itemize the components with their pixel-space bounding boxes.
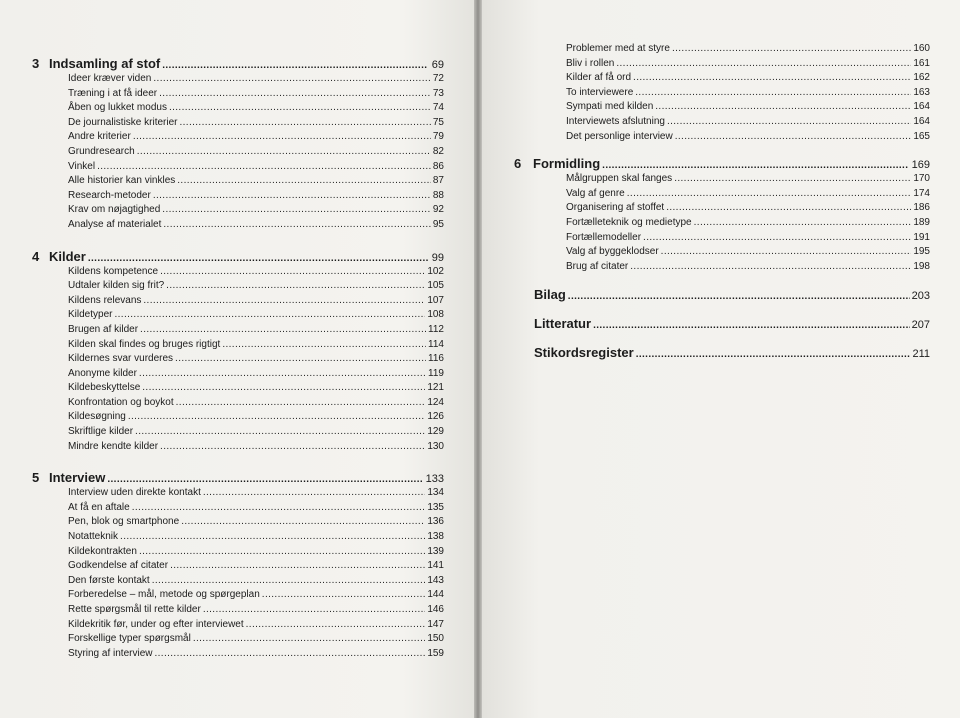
section-page-number: 160: [913, 43, 930, 54]
section-title: Det personlige interview: [566, 130, 673, 142]
right-page: [482, 0, 960, 718]
dot-leader: [152, 575, 426, 586]
toc-section-entry: [32, 117, 444, 132]
toc-section-entry: [32, 280, 444, 295]
section-title: Kildesøgning: [68, 411, 126, 423]
dot-leader: [568, 291, 910, 302]
section-page-number: 159: [427, 647, 444, 659]
section-title: Krav om nøjagtighed: [68, 204, 161, 216]
chapter-number: 4: [32, 248, 40, 264]
section-title: Bliv i rollen: [566, 57, 615, 69]
section-page-number: 147: [427, 618, 444, 630]
toc-section-entry: [32, 502, 444, 517]
left-page: [0, 0, 474, 718]
dot-leader: [630, 261, 911, 272]
dot-leader: [181, 516, 425, 527]
chapter-number: 6: [514, 156, 522, 172]
dot-leader: [97, 161, 431, 172]
toc-continued-sections: [514, 43, 930, 145]
toc-section-entry: [32, 575, 444, 590]
toc-section-entry: [32, 604, 444, 619]
dot-leader: [674, 173, 911, 184]
toc-section-entry: [514, 217, 930, 232]
section-page-number: 74: [432, 102, 444, 114]
dot-leader: [143, 295, 425, 306]
dot-leader: [176, 397, 426, 408]
section-page-number: 105: [427, 280, 444, 292]
section-page-number: 164: [913, 115, 930, 127]
section-title: Målgruppen skal fanges: [566, 173, 673, 185]
section-title: Den første kontakt: [68, 574, 150, 586]
section-page-number: 73: [432, 87, 444, 99]
chapter-page-number: 99: [431, 251, 444, 264]
section-title: Interviewets afslutning: [566, 115, 665, 127]
toc-chapter: [32, 249, 444, 456]
toc-section-entry: [32, 426, 444, 441]
chapter-title: Formidling: [533, 156, 601, 172]
dot-leader: [139, 546, 425, 557]
toc-section-entry: [32, 411, 444, 426]
section-page-number: 79: [432, 131, 444, 143]
toc-chapter: [32, 470, 444, 662]
section-title: Valg af genre: [566, 187, 625, 199]
back-matter-title: Stikordsregister: [534, 345, 634, 361]
section-title: Rette spørgsmål til rette kilder: [68, 604, 201, 615]
section-page-number: 130: [427, 440, 444, 452]
section-page-number: 136: [427, 516, 444, 528]
toc-section-entry: [514, 261, 930, 276]
section-title: Pen, blok og smartphone: [68, 516, 180, 528]
dot-leader: [133, 131, 431, 142]
dot-leader: [142, 382, 425, 393]
dot-leader: [193, 633, 426, 644]
toc-section-entry: [514, 87, 930, 102]
toc-left: [32, 56, 444, 677]
toc-section-entry: [32, 648, 444, 663]
toc-section-entry: [514, 202, 930, 217]
chapter-page-number: 133: [425, 473, 444, 486]
section-page-number: 162: [913, 72, 930, 84]
section-title: Kilden skal findes og bruges rigtigt: [68, 338, 221, 350]
toc-section-entry: [32, 382, 444, 397]
dot-leader: [170, 560, 425, 571]
section-title: Sympati med kilden: [566, 101, 654, 113]
toc-section-entry: [32, 397, 444, 412]
section-title: Åben og lukket modus: [68, 102, 167, 114]
toc-section-entry: [32, 633, 444, 648]
dot-leader: [203, 604, 425, 615]
section-title: Brugen af kilder: [68, 323, 139, 335]
dot-leader: [177, 175, 431, 186]
toc-section-entry: [32, 516, 444, 531]
dot-leader: [120, 531, 425, 542]
dot-leader: [246, 619, 426, 630]
section-page-number: 144: [427, 589, 444, 601]
toc-back-matter-entry: [514, 287, 930, 304]
toc-section-entry: [514, 43, 930, 58]
toc-section-entry: [32, 441, 444, 456]
section-page-number: 75: [432, 116, 444, 128]
dot-leader: [114, 309, 425, 320]
toc-section-entry: [32, 266, 444, 281]
toc-section-entry: [32, 204, 444, 219]
section-page-number: 112: [428, 323, 444, 335]
section-page-number: 143: [427, 574, 444, 586]
chapter-number: 5: [32, 470, 40, 486]
dot-leader: [694, 217, 912, 228]
section-title: Kilder af få ord: [566, 72, 632, 84]
toc-section-entry: [514, 116, 930, 131]
dot-leader: [633, 72, 911, 83]
dot-leader: [154, 648, 425, 659]
toc-section-entry: [32, 190, 444, 205]
section-title: Kildekritik før, under og efter interviewet: [68, 618, 244, 630]
toc-section-entry: [32, 309, 444, 324]
section-title: At få en aftale: [68, 501, 130, 513]
section-title: Skriftlige kilder: [68, 426, 134, 438]
section-title: Brug af citater: [566, 260, 629, 272]
toc-section-entry: [32, 546, 444, 561]
dot-leader: [162, 204, 431, 215]
section-page-number: 87: [432, 175, 444, 187]
section-page-number: 107: [427, 294, 444, 306]
section-page-number: 161: [913, 57, 930, 69]
toc-section-entry: [32, 146, 444, 161]
section-title: Træning i at få ideer: [68, 87, 158, 99]
toc-section-entry: [514, 188, 930, 203]
section-page-number: 121: [427, 382, 444, 394]
dot-leader: [593, 320, 910, 331]
dot-leader: [166, 280, 425, 291]
dot-leader: [655, 101, 911, 112]
dot-leader: [153, 190, 431, 201]
section-title: Kildetyper: [68, 309, 113, 321]
book-gutter: [474, 0, 482, 718]
section-title: To interviewere: [566, 86, 634, 98]
dot-leader: [203, 487, 425, 498]
section-page-number: 165: [913, 130, 930, 142]
section-title: Udtaler kilden sig frit?: [68, 280, 165, 292]
section-page-number: 139: [427, 545, 444, 557]
dot-leader: [107, 474, 421, 485]
toc-section-entry: [514, 173, 930, 188]
toc-section-entry: [32, 339, 444, 354]
section-page-number: 126: [427, 411, 444, 423]
dot-leader: [163, 219, 430, 230]
section-page-number: 88: [432, 189, 444, 201]
dot-leader: [675, 131, 912, 142]
section-page-number: 189: [913, 216, 930, 228]
section-page-number: 82: [432, 145, 444, 157]
chapter-number: 3: [32, 56, 40, 71]
section-page-number: 134: [427, 487, 444, 499]
section-title: Interview uden direkte kontakt: [68, 487, 201, 499]
section-title: Anonyme kilder: [68, 367, 137, 379]
toc-section-entry: [32, 219, 444, 234]
section-page-number: 86: [432, 160, 444, 172]
back-matter-title: Litteratur: [534, 316, 592, 332]
toc-chapter: [514, 156, 930, 275]
back-matter-page-number: 211: [912, 348, 930, 361]
dot-leader: [153, 73, 431, 84]
section-title: Grundresearch: [68, 145, 135, 157]
section-title: Konfrontation og boykot: [68, 396, 174, 408]
back-matter-title: Bilag: [534, 287, 566, 303]
section-page-number: 108: [427, 309, 444, 321]
dot-leader: [175, 353, 426, 364]
dot-leader: [88, 253, 428, 264]
section-page-number: 72: [432, 73, 444, 84]
section-title: Research-metoder: [68, 189, 151, 201]
dot-leader: [179, 117, 430, 128]
section-page-number: 150: [427, 633, 444, 645]
section-page-number: 195: [913, 246, 930, 258]
section-title: De journalistiske kriterier: [68, 116, 178, 128]
section-title: Analyse af materialet: [68, 218, 162, 230]
toc-section-entry: [32, 161, 444, 176]
section-page-number: 141: [427, 560, 444, 572]
section-title: Kildebeskyttelse: [68, 382, 141, 394]
chapter-page-number: 169: [911, 159, 930, 172]
section-title: Problemer med at styre: [566, 43, 670, 54]
section-page-number: 116: [428, 353, 444, 365]
toc-chapter-heading: [32, 249, 444, 266]
dot-leader: [140, 324, 426, 335]
toc-section-entry: [32, 368, 444, 383]
toc-back-matter-entry: [514, 345, 930, 362]
dot-leader: [667, 116, 911, 127]
toc-section-entry: [32, 88, 444, 103]
toc-section-entry: [514, 101, 930, 116]
section-title: Kildekontrakten: [68, 545, 137, 557]
section-title: Notatteknik: [68, 531, 119, 543]
toc-section-entry: [514, 246, 930, 261]
section-page-number: 92: [432, 204, 444, 216]
section-title: Alle historier kan vinkles: [68, 175, 176, 187]
section-title: Forberedelse – mål, metode og spørgeplan: [68, 589, 260, 601]
dot-leader: [661, 246, 912, 257]
dot-leader: [627, 188, 912, 199]
dot-leader: [262, 589, 426, 600]
section-page-number: 174: [913, 187, 930, 199]
dot-leader: [635, 87, 911, 98]
toc-chapter-heading: [514, 156, 930, 173]
section-title: Fortælleteknik og medietype: [566, 216, 692, 228]
toc-section-entry: [514, 131, 930, 146]
chapter-title: Indsamling af stof: [49, 56, 161, 71]
toc-right: [514, 43, 930, 362]
dot-leader: [132, 502, 426, 513]
chapter-title: Interview: [49, 470, 106, 486]
section-page-number: 95: [432, 218, 444, 230]
section-title: Godkendelse af citater: [68, 560, 169, 572]
toc-section-entry: [32, 531, 444, 546]
toc-section-entry: [32, 131, 444, 146]
section-title: Mindre kendte kilder: [68, 440, 159, 452]
back-matter-page-number: 207: [911, 319, 930, 332]
chapter-title: Kilder: [49, 248, 86, 264]
section-title: Valg af byggeklodser: [566, 246, 659, 258]
dot-leader: [616, 58, 911, 69]
section-title: Vinkel: [68, 160, 96, 172]
toc-section-entry: [32, 175, 444, 190]
dot-leader: [222, 339, 426, 350]
dot-leader: [160, 441, 425, 452]
dot-leader: [602, 160, 907, 171]
toc-section-entry: [32, 102, 444, 117]
toc-section-entry: [32, 589, 444, 604]
dot-leader: [636, 349, 911, 360]
dot-leader: [169, 102, 431, 113]
section-page-number: 146: [427, 604, 444, 615]
section-page-number: 170: [913, 173, 930, 185]
section-page-number: 163: [913, 86, 930, 98]
section-title: Andre kriterier: [68, 131, 131, 143]
toc-chapter-heading: [32, 56, 444, 73]
toc-section-entry: [32, 324, 444, 339]
section-title: Organisering af stoffet: [566, 202, 665, 214]
toc-section-entry: [32, 560, 444, 575]
toc-section-entry: [32, 295, 444, 310]
toc-back-matter-entry: [514, 316, 930, 333]
section-title: Kildens relevans: [68, 294, 142, 306]
toc-section-entry: [32, 487, 444, 502]
section-page-number: 129: [427, 426, 444, 438]
section-page-number: 138: [427, 531, 444, 543]
dot-leader: [137, 146, 431, 157]
dot-leader: [135, 426, 425, 437]
section-page-number: 164: [913, 101, 930, 113]
section-title: Forskellige typer spørgsmål: [68, 633, 191, 645]
dot-leader: [128, 411, 426, 422]
toc-chapter: [32, 56, 444, 234]
toc-section-entry: [32, 619, 444, 634]
section-page-number: 102: [427, 265, 444, 277]
section-title: Styring af interview: [68, 647, 153, 659]
dot-leader: [159, 88, 431, 99]
dot-leader: [160, 266, 425, 277]
section-page-number: 186: [913, 202, 930, 214]
section-page-number: 191: [913, 231, 930, 243]
dot-leader: [672, 43, 911, 54]
section-page-number: 198: [913, 260, 930, 272]
section-title: Ideer kræver viden: [68, 73, 152, 84]
dot-leader: [139, 368, 426, 379]
back-matter-page-number: 203: [911, 290, 930, 303]
chapter-page-number: 69: [431, 59, 444, 71]
section-title: Fortællemodeller: [566, 231, 642, 243]
dot-leader: [666, 202, 911, 213]
toc-section-entry: [32, 353, 444, 368]
dot-leader: [162, 60, 428, 71]
section-title: Kildernes svar vurderes: [68, 353, 174, 365]
section-page-number: 119: [428, 367, 444, 379]
dot-leader: [643, 232, 911, 243]
section-page-number: 114: [428, 338, 444, 350]
toc-section-entry: [514, 58, 930, 73]
section-page-number: 124: [427, 396, 444, 408]
toc-section-entry: [32, 73, 444, 88]
toc-chapter-heading: [32, 470, 444, 487]
section-page-number: 135: [427, 501, 444, 513]
toc-section-entry: [514, 232, 930, 247]
section-title: Kildens kompetence: [68, 265, 159, 277]
toc-section-entry: [514, 72, 930, 87]
